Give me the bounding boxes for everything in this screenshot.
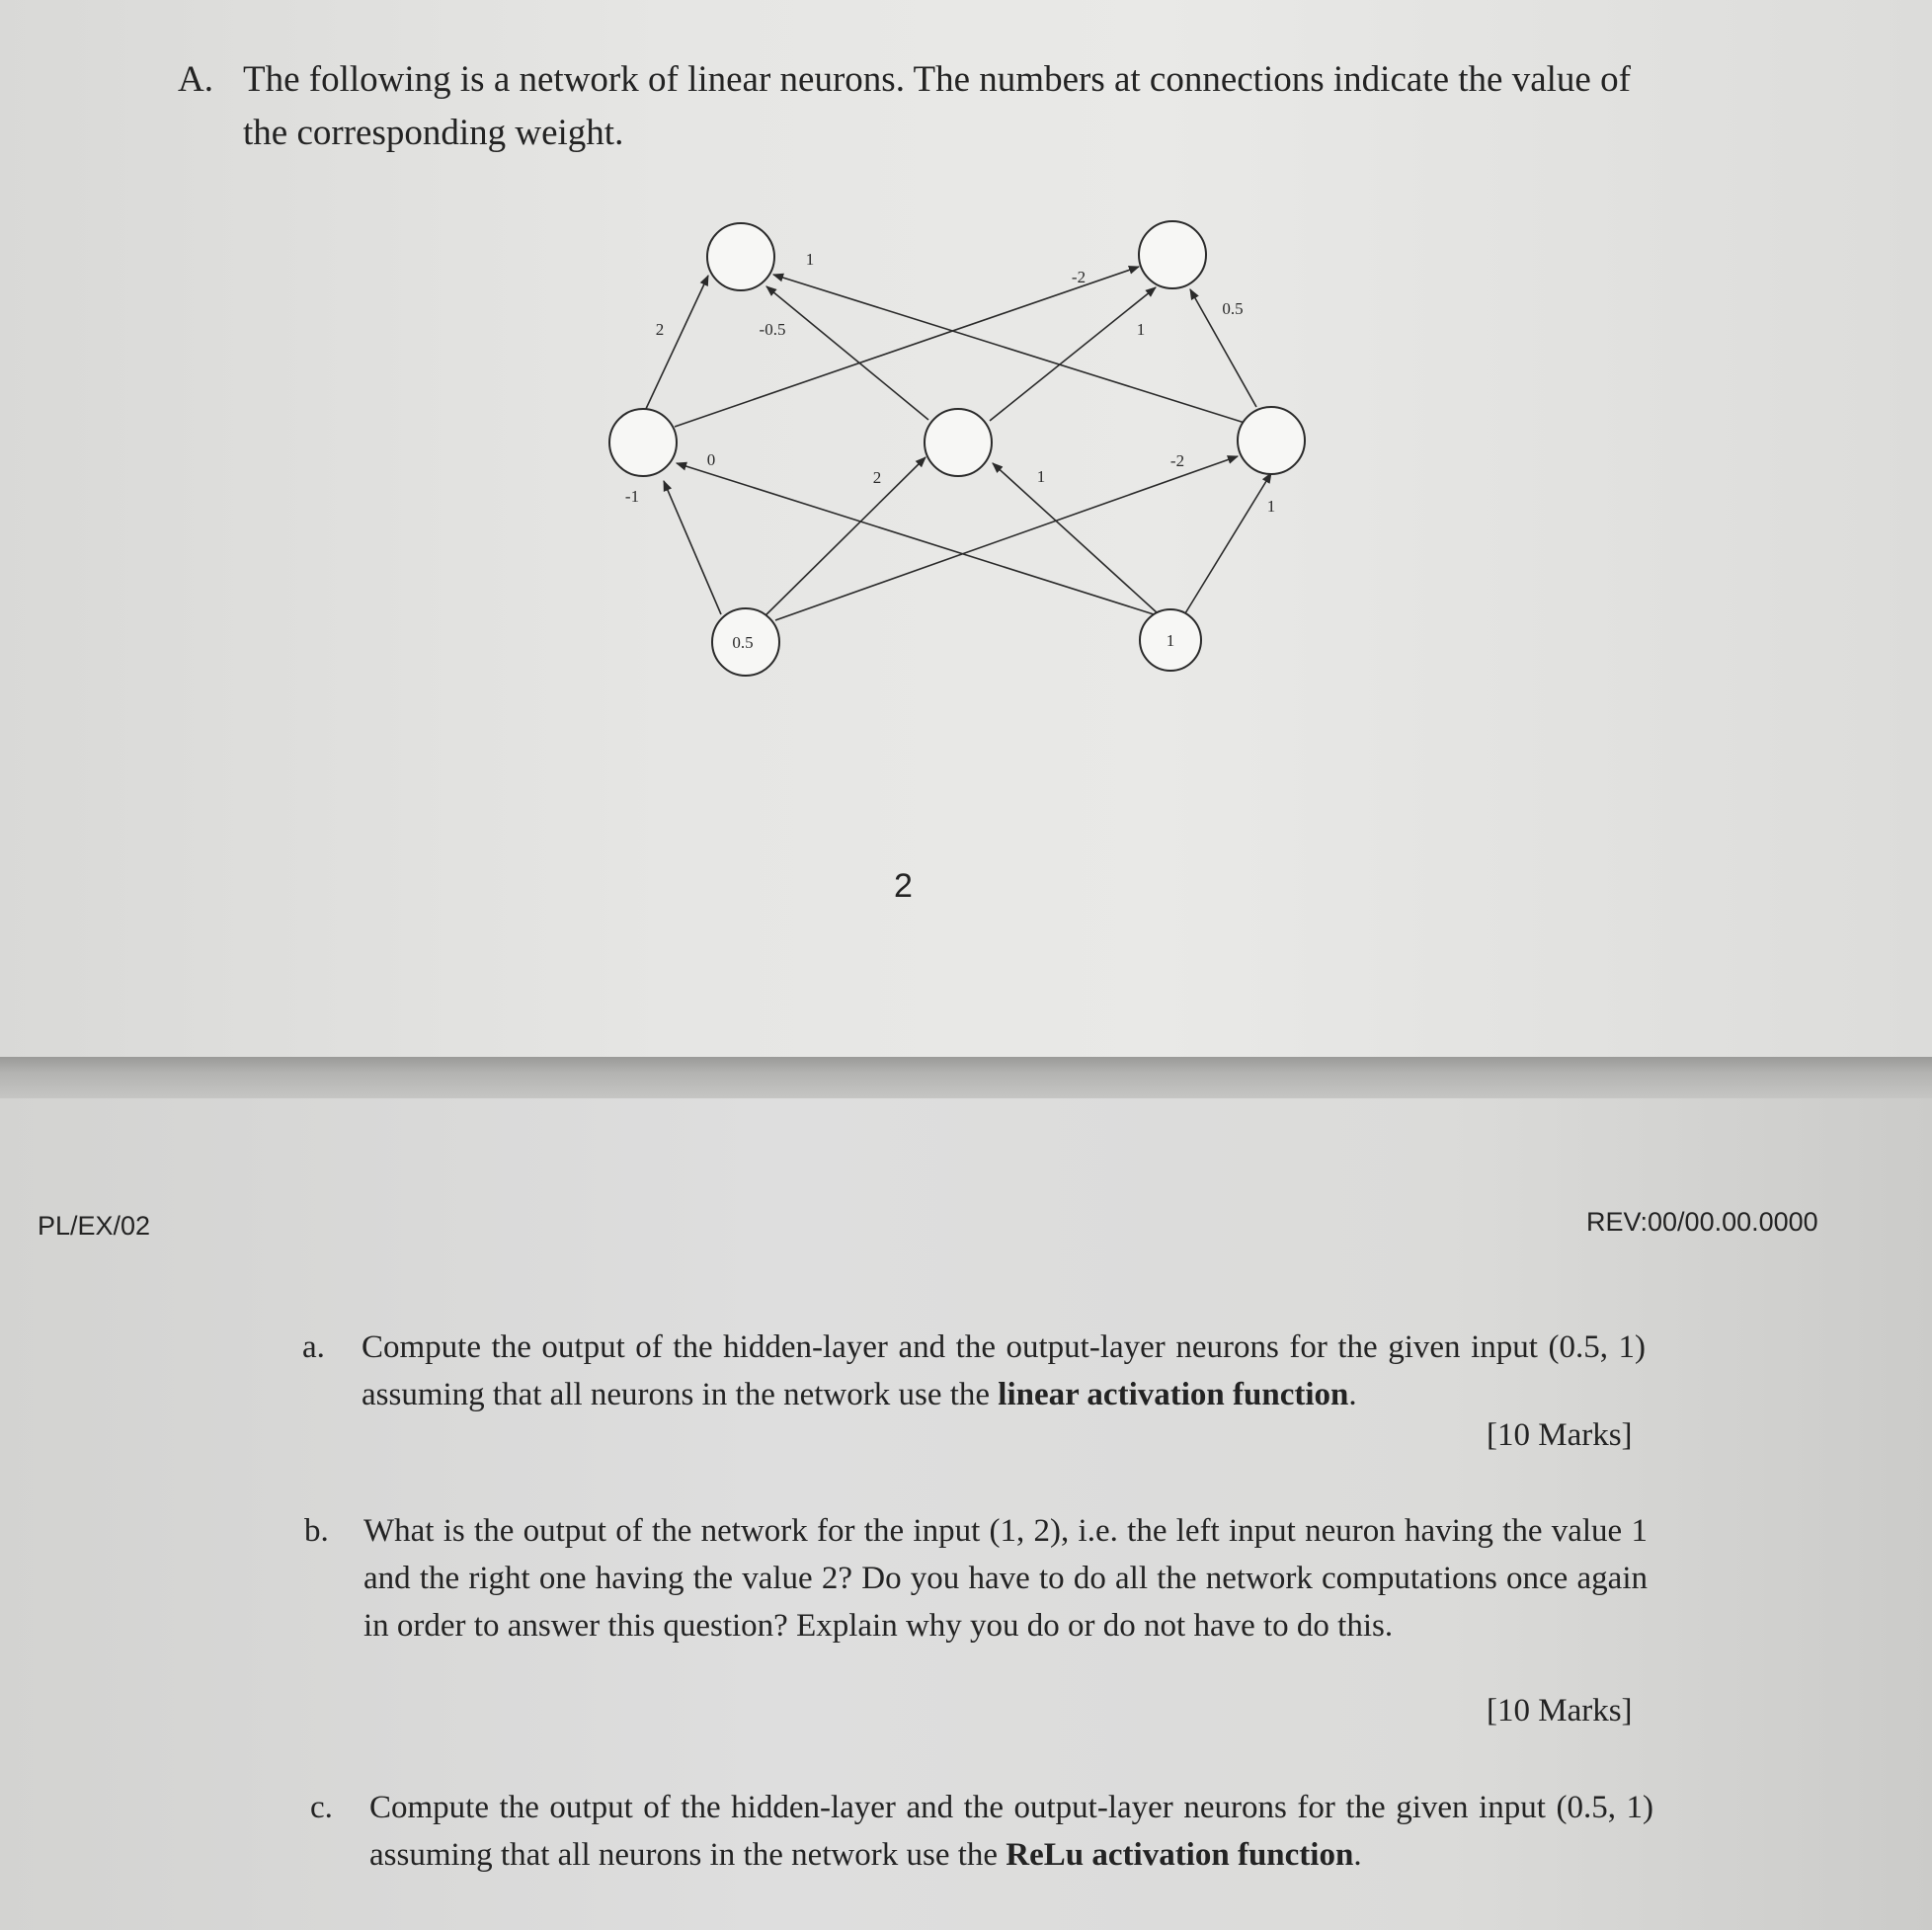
weight-label: 1: [1136, 320, 1146, 339]
edge-in-right-hid-left: [677, 463, 1154, 614]
edge-hid-right-out-left: [773, 275, 1245, 423]
question-emphasis: ReLu activation function: [1006, 1837, 1354, 1873]
edge-hid-left-out-left: [645, 276, 708, 411]
input-value-right: 1: [1166, 631, 1175, 650]
edge-in-left-hid-mid: [759, 457, 926, 622]
weight-label: 2: [655, 320, 665, 339]
section-label: A.: [178, 59, 213, 100]
weight-label: 0.5: [1222, 299, 1244, 318]
weight-label: -1: [624, 487, 640, 506]
question-label: a.: [302, 1329, 325, 1365]
weight-label: -0.5: [759, 320, 786, 339]
weight-label: 1: [1266, 497, 1276, 516]
hidden-neuron-left: [609, 409, 677, 476]
question-a-marks: [10 Marks]: [1487, 1417, 1633, 1453]
footer-revision: REV:00/00.00.0000: [1586, 1207, 1818, 1237]
edge-hid-mid-out-left: [766, 286, 928, 420]
weight-label: 0: [706, 450, 716, 469]
footer-doc-code: PL/EX/02: [38, 1211, 151, 1241]
question-text: Compute the output of the hidden-layer and the output-layer neurons for the given input (0.5, 1) assuming that all neurons in the network use the ReLu activation function.: [369, 1790, 1653, 1873]
hidden-neuron-right: [1238, 407, 1305, 474]
output-neuron-right: [1139, 221, 1206, 288]
edge-in-right-hid-right: [1185, 473, 1271, 613]
weight-label: 1: [805, 250, 815, 269]
page-number: 2: [894, 867, 913, 905]
edge-in-left-hid-right: [775, 456, 1238, 620]
edge-hid-mid-out-right: [990, 287, 1156, 421]
question-text: Compute the output of the hidden-layer and the output-layer neurons for the given input (0.5, 1) assuming that all neurons in the network use the linear activation function.: [362, 1329, 1646, 1412]
question-label: b.: [304, 1513, 329, 1549]
weight-label: -2: [1071, 268, 1087, 286]
weight-label: 1: [1036, 467, 1046, 486]
question-text: What is the output of the network for the input (1, 2), i.e. the left input neuron having the value 1 and the right one having the value 2? Do you have to do all the network computations once again in order to answer this question? Explain why you do or do not have to do this.: [363, 1513, 1648, 1644]
weight-label: -2: [1169, 451, 1185, 470]
input-value-left: 0.5: [732, 633, 754, 652]
hidden-neuron-mid: [925, 409, 992, 476]
weight-label: 2: [872, 468, 882, 487]
question-b-marks: [10 Marks]: [1487, 1693, 1633, 1729]
page-separator: [0, 1057, 1932, 1098]
edge-in-right-hid-mid: [993, 463, 1158, 613]
question-emphasis: linear activation function: [998, 1377, 1349, 1412]
question-label: c.: [310, 1790, 333, 1825]
edge-in-left-hid-left: [664, 481, 721, 614]
output-neuron-left: [707, 223, 774, 290]
section-text: The following is a network of linear neurons. The numbers at connections indicate the value of the corresponding weight.: [243, 59, 1631, 153]
